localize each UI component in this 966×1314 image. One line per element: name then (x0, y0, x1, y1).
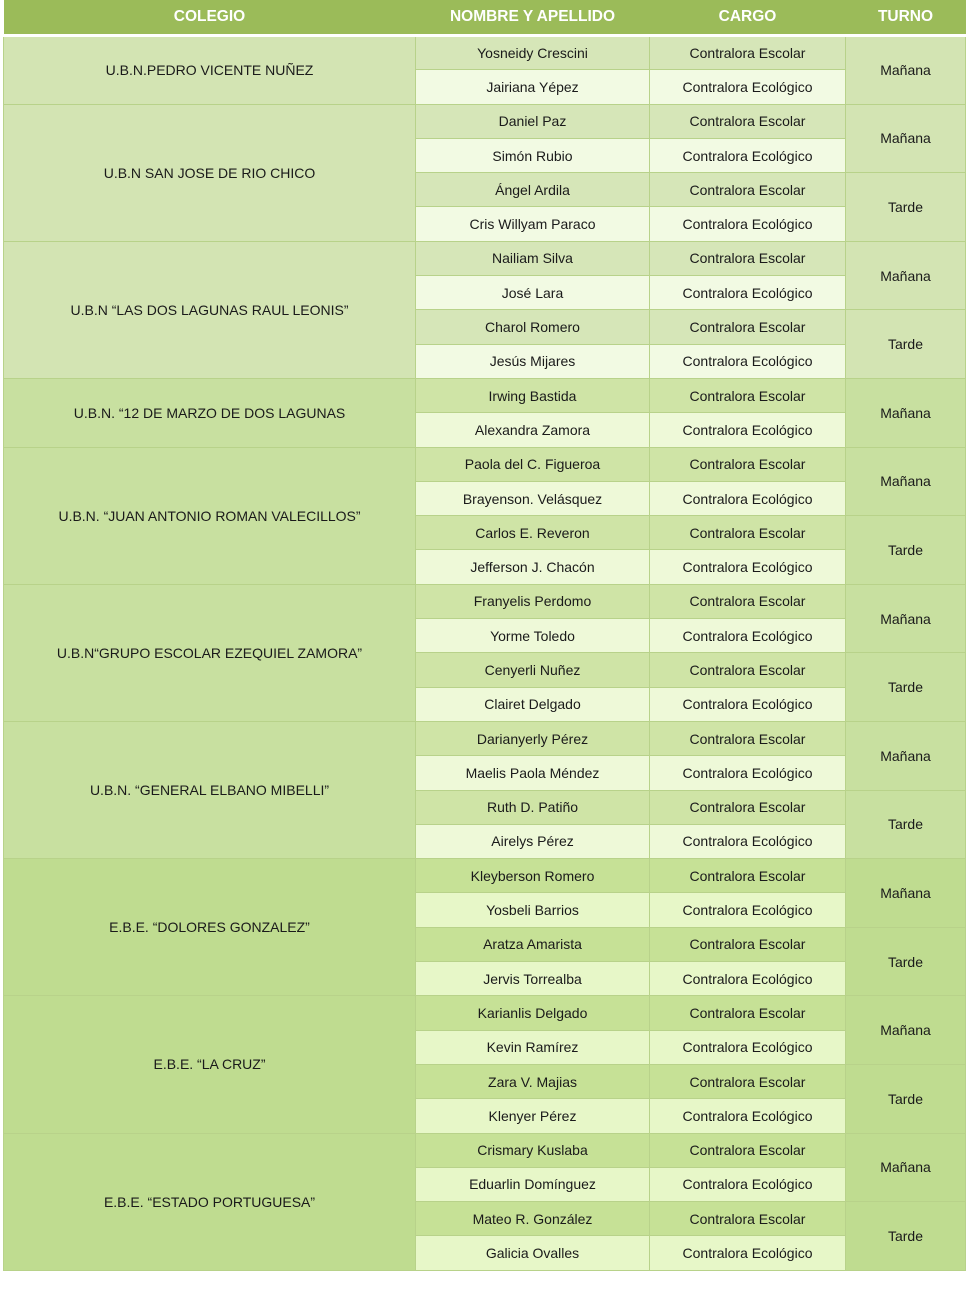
role-cell: Contralora Escolar (650, 1202, 846, 1236)
school-group (4, 859, 966, 996)
person-name-cell: Jefferson J. Chacón (416, 550, 650, 584)
person-name-cell: Simón Rubio (416, 138, 650, 172)
school-name-cell: U.B.N. “JUAN ANTONIO ROMAN VALECILLOS” (4, 447, 416, 584)
shift-cell: Tarde (846, 516, 966, 585)
role-cell: Contralora Escolar (650, 721, 846, 755)
shift-cell: Mañana (846, 584, 966, 653)
person-name-cell: Charol Romero (416, 310, 650, 344)
role-cell: Contralora Escolar (650, 173, 846, 207)
header-row (4, 0, 966, 36)
shift-cell: Tarde (846, 653, 966, 722)
role-cell: Contralora Escolar (650, 447, 846, 481)
person-name-cell: Kevin Ramírez (416, 1030, 650, 1064)
shift-cell: Mañana (846, 104, 966, 173)
shift-cell: Mañana (846, 721, 966, 790)
table-row (4, 1133, 966, 1167)
person-name-cell: Cris Willyam Paraco (416, 207, 650, 241)
person-name-cell: Yosbeli Barrios (416, 893, 650, 927)
table-row (4, 378, 966, 412)
header-turno: TURNO (846, 0, 966, 36)
person-name-cell: Jervis Torrealba (416, 962, 650, 996)
school-name-cell: E.B.E. “LA CRUZ” (4, 996, 416, 1133)
role-cell: Contralora Ecológico (650, 481, 846, 515)
school-group (4, 447, 966, 584)
school-name-cell: E.B.E. “ESTADO PORTUGUESA” (4, 1133, 416, 1270)
role-cell: Contralora Ecológico (650, 1030, 846, 1064)
table-row (4, 996, 966, 1030)
school-name-cell: U.B.N“GRUPO ESCOLAR EZEQUIEL ZAMORA” (4, 584, 416, 721)
staff-table (3, 0, 966, 1271)
shift-cell: Mañana (846, 859, 966, 928)
role-cell: Contralora Ecológico (650, 619, 846, 653)
person-name-cell: Airelys Pérez (416, 824, 650, 858)
role-cell: Contralora Ecológico (650, 756, 846, 790)
person-name-cell: Alexandra Zamora (416, 413, 650, 447)
school-group (4, 241, 966, 378)
school-group (4, 36, 966, 105)
person-name-cell: Paola del C. Figueroa (416, 447, 650, 481)
person-name-cell: Karianlis Delgado (416, 996, 650, 1030)
person-name-cell: Jairiana Yépez (416, 70, 650, 104)
person-name-cell: Cenyerli Nuñez (416, 653, 650, 687)
person-name-cell: Ángel Ardila (416, 173, 650, 207)
school-name-cell: U.B.N “LAS DOS LAGUNAS RAUL LEONIS” (4, 241, 416, 378)
role-cell: Contralora Escolar (650, 241, 846, 275)
shift-cell: Tarde (846, 790, 966, 859)
role-cell: Contralora Escolar (650, 516, 846, 550)
school-name-cell: E.B.E. “DOLORES GONZALEZ” (4, 859, 416, 996)
person-name-cell: Zara V. Majias (416, 1064, 650, 1098)
role-cell: Contralora Escolar (650, 1064, 846, 1098)
role-cell: Contralora Escolar (650, 310, 846, 344)
table-row (4, 859, 966, 893)
person-name-cell: José Lara (416, 276, 650, 310)
shift-cell: Mañana (846, 241, 966, 310)
table-row (4, 241, 966, 275)
role-cell: Contralora Escolar (650, 790, 846, 824)
school-group (4, 584, 966, 721)
role-cell: Contralora Ecológico (650, 1236, 846, 1270)
role-cell: Contralora Escolar (650, 653, 846, 687)
person-name-cell: Carlos E. Reveron (416, 516, 650, 550)
table-row (4, 36, 966, 70)
role-cell: Contralora Ecológico (650, 344, 846, 378)
school-group (4, 378, 966, 447)
role-cell: Contralora Ecológico (650, 550, 846, 584)
school-name-cell: U.B.N. “GENERAL ELBANO MIBELLI” (4, 721, 416, 858)
shift-cell: Mañana (846, 996, 966, 1065)
role-cell: Contralora Escolar (650, 996, 846, 1030)
school-group (4, 996, 966, 1133)
role-cell: Contralora Escolar (650, 36, 846, 70)
person-name-cell: Eduarlin Domínguez (416, 1167, 650, 1201)
school-name-cell: U.B.N SAN JOSE DE RIO CHICO (4, 104, 416, 241)
person-name-cell: Maelis Paola Méndez (416, 756, 650, 790)
table-row (4, 584, 966, 618)
school-group (4, 721, 966, 858)
person-name-cell: Franyelis Perdomo (416, 584, 650, 618)
role-cell: Contralora Escolar (650, 927, 846, 961)
shift-cell: Tarde (846, 1064, 966, 1133)
role-cell: Contralora Ecológico (650, 824, 846, 858)
person-name-cell: Daniel Paz (416, 104, 650, 138)
school-name-cell: U.B.N. “12 DE MARZO DE DOS LAGUNAS (4, 378, 416, 447)
role-cell: Contralora Escolar (650, 584, 846, 618)
shift-cell: Mañana (846, 447, 966, 516)
table-row (4, 721, 966, 755)
shift-cell: Tarde (846, 173, 966, 242)
role-cell: Contralora Ecológico (650, 687, 846, 721)
school-group (4, 104, 966, 241)
role-cell: Contralora Ecológico (650, 70, 846, 104)
header-cargo: CARGO (650, 0, 846, 36)
person-name-cell: Kleyberson Romero (416, 859, 650, 893)
person-name-cell: Clairet Delgado (416, 687, 650, 721)
person-name-cell: Aratza Amarista (416, 927, 650, 961)
role-cell: Contralora Escolar (650, 104, 846, 138)
person-name-cell: Yorme Toledo (416, 619, 650, 653)
table-row (4, 447, 966, 481)
role-cell: Contralora Ecológico (650, 893, 846, 927)
role-cell: Contralora Ecológico (650, 962, 846, 996)
role-cell: Contralora Ecológico (650, 276, 846, 310)
header-nombre: NOMBRE Y APELLIDO (416, 0, 650, 36)
role-cell: Contralora Escolar (650, 859, 846, 893)
person-name-cell: Yosneidy Crescini (416, 36, 650, 70)
shift-cell: Mañana (846, 378, 966, 447)
table-row (4, 104, 966, 138)
role-cell: Contralora Escolar (650, 378, 846, 412)
person-name-cell: Jesús Mijares (416, 344, 650, 378)
shift-cell: Tarde (846, 927, 966, 996)
person-name-cell: Klenyer Pérez (416, 1099, 650, 1133)
shift-cell: Tarde (846, 310, 966, 379)
header-colegio: COLEGIO (4, 0, 416, 36)
shift-cell: Mañana (846, 1133, 966, 1202)
role-cell: Contralora Escolar (650, 1133, 846, 1167)
person-name-cell: Nailiam Silva (416, 241, 650, 275)
shift-cell: Tarde (846, 1202, 966, 1271)
person-name-cell: Crismary Kuslaba (416, 1133, 650, 1167)
person-name-cell: Darianyerly Pérez (416, 721, 650, 755)
role-cell: Contralora Ecológico (650, 207, 846, 241)
person-name-cell: Galicia Ovalles (416, 1236, 650, 1270)
person-name-cell: Irwing Bastida (416, 378, 650, 412)
person-name-cell: Ruth D. Patiño (416, 790, 650, 824)
role-cell: Contralora Ecológico (650, 1167, 846, 1201)
person-name-cell: Mateo R. González (416, 1202, 650, 1236)
school-name-cell: U.B.N.PEDRO VICENTE NUÑEZ (4, 36, 416, 105)
role-cell: Contralora Ecológico (650, 413, 846, 447)
role-cell: Contralora Ecológico (650, 138, 846, 172)
shift-cell: Mañana (846, 36, 966, 105)
role-cell: Contralora Ecológico (650, 1099, 846, 1133)
school-group (4, 1133, 966, 1270)
person-name-cell: Brayenson. Velásquez (416, 481, 650, 515)
